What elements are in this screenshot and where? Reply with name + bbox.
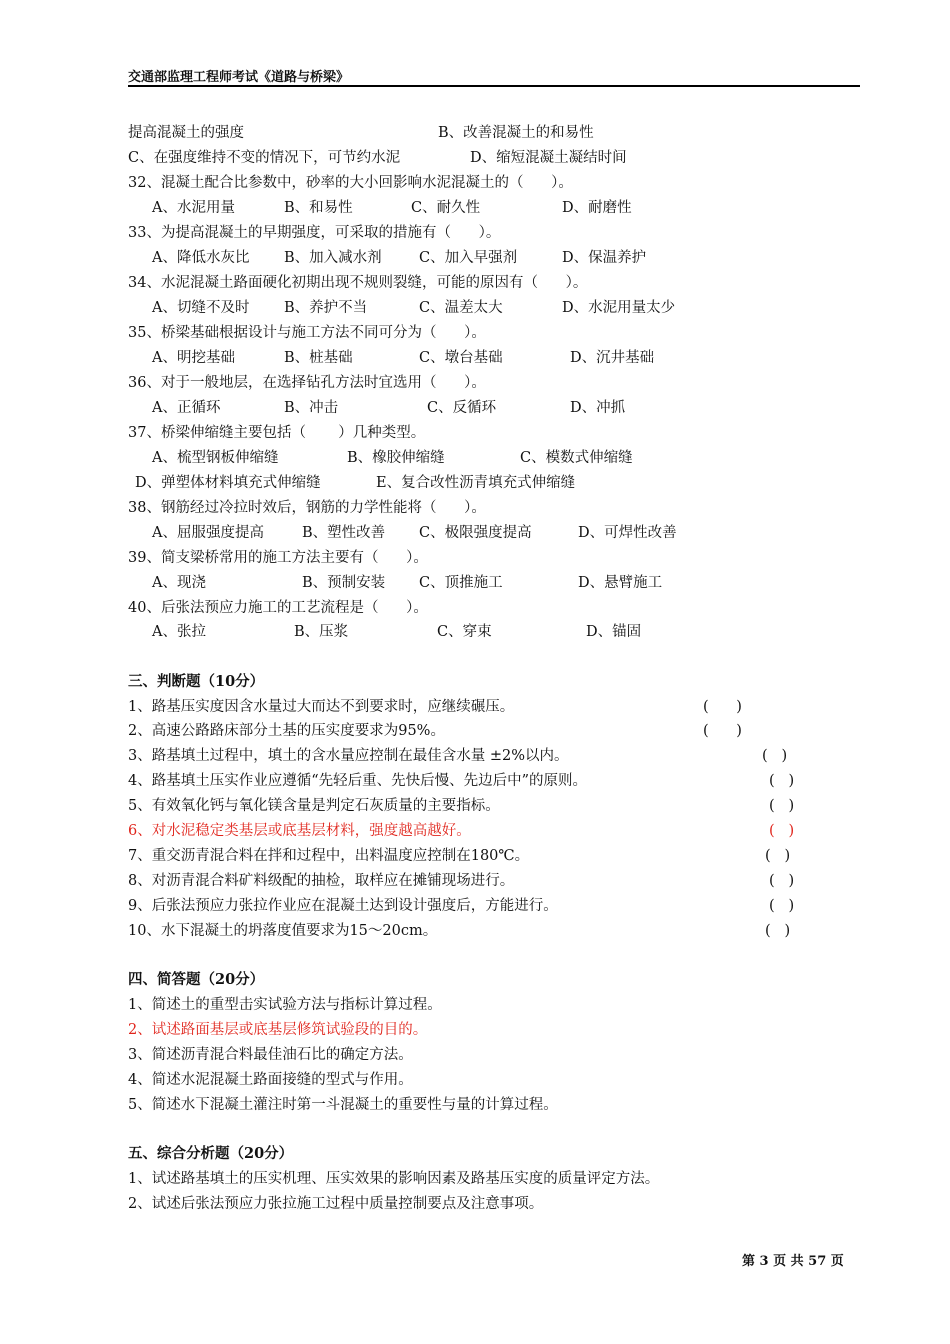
- analysis-item: 2、试述后张法预应力张拉施工过程中质量控制要点及注意事项。: [128, 1196, 544, 1212]
- q37-option: B、橡胶伸缩缝: [347, 450, 445, 466]
- short-item: 5、简述水下混凝土灌注时第一斗混凝土的重要性与量的计算过程。: [128, 1097, 558, 1113]
- q38-option: D、可焊性改善: [578, 525, 677, 541]
- q33-option: D、保温养护: [562, 250, 647, 266]
- q35-option: B、桩基础: [284, 350, 353, 366]
- q36-option: B、冲击: [284, 400, 339, 416]
- question-35: 35、桥梁基础根据设计与施工方法不同可分为（ ）。: [128, 325, 486, 341]
- q34-option: A、切缝不及时: [152, 300, 250, 316]
- answer-blank: ( ): [769, 823, 795, 839]
- q35-option: A、明挖基础: [152, 350, 235, 366]
- question-36: 36、对于一般地层，在选择钻孔方法时宜选用（ ）。: [128, 375, 486, 391]
- answer-blank: ( ): [769, 898, 795, 914]
- q39-option: A、现浇: [152, 575, 206, 591]
- question-34: 34、水泥混凝土路面硬化初期出现不规则裂缝，可能的原因有（ ）。: [128, 275, 588, 291]
- short-item: 3、简述沥青混合料最佳油石比的确定方法。: [128, 1047, 413, 1063]
- q39-option: C、顶推施工: [419, 575, 503, 591]
- q34-option: C、温差太大: [419, 300, 503, 316]
- judge-item: 7、重交沥青混合料在拌和过程中，出料温度应控制在180℃。: [128, 848, 530, 864]
- judge-item: 10、水下混凝土的坍落度值要求为15～20cm。: [128, 923, 438, 939]
- q37-option: E、复合改性沥青填充式伸缩缝: [376, 475, 576, 491]
- q32-option: C、耐久性: [411, 200, 481, 216]
- q39-option: B、预制安装: [302, 575, 386, 591]
- page-number: 第 3 页 共 57 页: [742, 1254, 844, 1269]
- q38-option: A、屈服强度提高: [152, 525, 264, 541]
- q31-option-b: B、改善混凝土的和易性: [438, 125, 594, 141]
- q39-option: D、悬臂施工: [578, 575, 663, 591]
- judge-item: 1、路基压实度因含水量过大而达不到要求时，应继续碾压。: [128, 699, 515, 715]
- q32-option: D、耐磨性: [562, 200, 632, 216]
- judge-item: 5、有效氧化钙与氧化镁含量是判定石灰质量的主要指标。: [128, 798, 500, 814]
- q34-option: B、养护不当: [284, 300, 368, 316]
- answer-blank: ( ): [769, 773, 795, 789]
- judge-item: 8、对沥青混合料矿料级配的抽检，取样应在摊铺现场进行。: [128, 873, 515, 889]
- short-item-highlighted: 2、试述路面基层或底基层修筑试验段的目的。: [128, 1022, 428, 1038]
- q33-option: A、降低水灰比: [152, 250, 250, 266]
- question-39: 39、简支梁桥常用的施工方法主要有（ ）。: [128, 550, 428, 566]
- answer-blank: ( ): [765, 923, 791, 939]
- judge-item: 2、高速公路路床部分土基的压实度要求为95%。: [128, 723, 445, 739]
- judge-item: 4、路基填土压实作业应遵循“先轻后重、先快后慢、先边后中”的原则。: [128, 773, 588, 789]
- answer-blank: ( ): [762, 748, 788, 764]
- question-40: 40、后张法预应力施工的工艺流程是（ ）。: [128, 600, 428, 616]
- answer-blank: ( ): [765, 848, 791, 864]
- section-heading-short: 四、简答题（20分）: [128, 971, 265, 988]
- section-heading-analysis: 五、综合分析题（20分）: [128, 1145, 294, 1162]
- q37-option: D、弹塑体材料填充式伸缩缝: [135, 475, 321, 491]
- q36-option: C、反循环: [427, 400, 497, 416]
- q40-option: D、锚固: [586, 624, 642, 640]
- q33-option: B、加入减水剂: [284, 250, 382, 266]
- short-item: 4、简述水泥混凝土路面接缝的型式与作用。: [128, 1072, 413, 1088]
- q31-option-c: C、在强度维持不变的情况下，可节约水泥: [128, 150, 401, 166]
- q38-option: C、极限强度提高: [419, 525, 532, 541]
- q37-option: C、模数式伸缩缝: [520, 450, 633, 466]
- answer-blank: ( ): [703, 699, 742, 715]
- q31-option-d: D、缩短混凝土凝结时间: [470, 150, 627, 166]
- q34-option: D、水泥用量太少: [562, 300, 676, 316]
- analysis-item: 1、试述路基填土的压实机理、压实效果的影响因素及路基压实度的质量评定方法。: [128, 1171, 660, 1187]
- answer-blank: ( ): [769, 873, 795, 889]
- q37-option: A、梳型钢板伸缩缝: [152, 450, 279, 466]
- q38-option: B、塑性改善: [302, 525, 386, 541]
- q31-option-a: 提高混凝土的强度: [128, 125, 244, 141]
- q36-option: A、正循环: [152, 400, 221, 416]
- question-37: 37、桥梁伸缩缝主要包括（ ）几种类型。: [128, 425, 426, 441]
- q40-option: B、压浆: [294, 624, 349, 640]
- question-32: 32、混凝土配合比参数中，砂率的大小回影响水泥混凝土的（ ）。: [128, 175, 573, 191]
- judge-item-highlighted: 6、对水泥稳定类基层或底基层材料，强度越高越好。: [128, 823, 471, 839]
- short-item: 1、简述土的重型击实试验方法与指标计算过程。: [128, 997, 442, 1013]
- q35-option: C、墩台基础: [419, 350, 503, 366]
- q36-option: D、冲抓: [570, 400, 626, 416]
- answer-blank: ( ): [703, 723, 742, 739]
- section-heading-judge: 三、判断题（10分）: [128, 673, 265, 690]
- answer-blank: ( ): [769, 798, 795, 814]
- q35-option: D、沉井基础: [570, 350, 655, 366]
- question-33: 33、为提高混凝土的早期强度，可采取的措施有（ ）。: [128, 225, 501, 241]
- judge-item: 3、路基填土过程中，填土的含水量应控制在最佳含水量 ±2%以内。: [128, 748, 569, 764]
- page-header-title: 交通部监理工程师考试《道路与桥梁》: [128, 70, 350, 85]
- q32-option: B、和易性: [284, 200, 353, 216]
- q32-option: A、水泥用量: [152, 200, 235, 216]
- q33-option: C、加入早强剂: [419, 250, 518, 266]
- judge-item: 9、后张法预应力张拉作业应在混凝土达到设计强度后，方能进行。: [128, 898, 558, 914]
- q40-option: C、穿束: [437, 624, 492, 640]
- question-38: 38、钢筋经过冷拉时效后，钢筋的力学性能将（ ）。: [128, 500, 486, 516]
- header-rule: [128, 85, 860, 87]
- q40-option: A、张拉: [152, 624, 206, 640]
